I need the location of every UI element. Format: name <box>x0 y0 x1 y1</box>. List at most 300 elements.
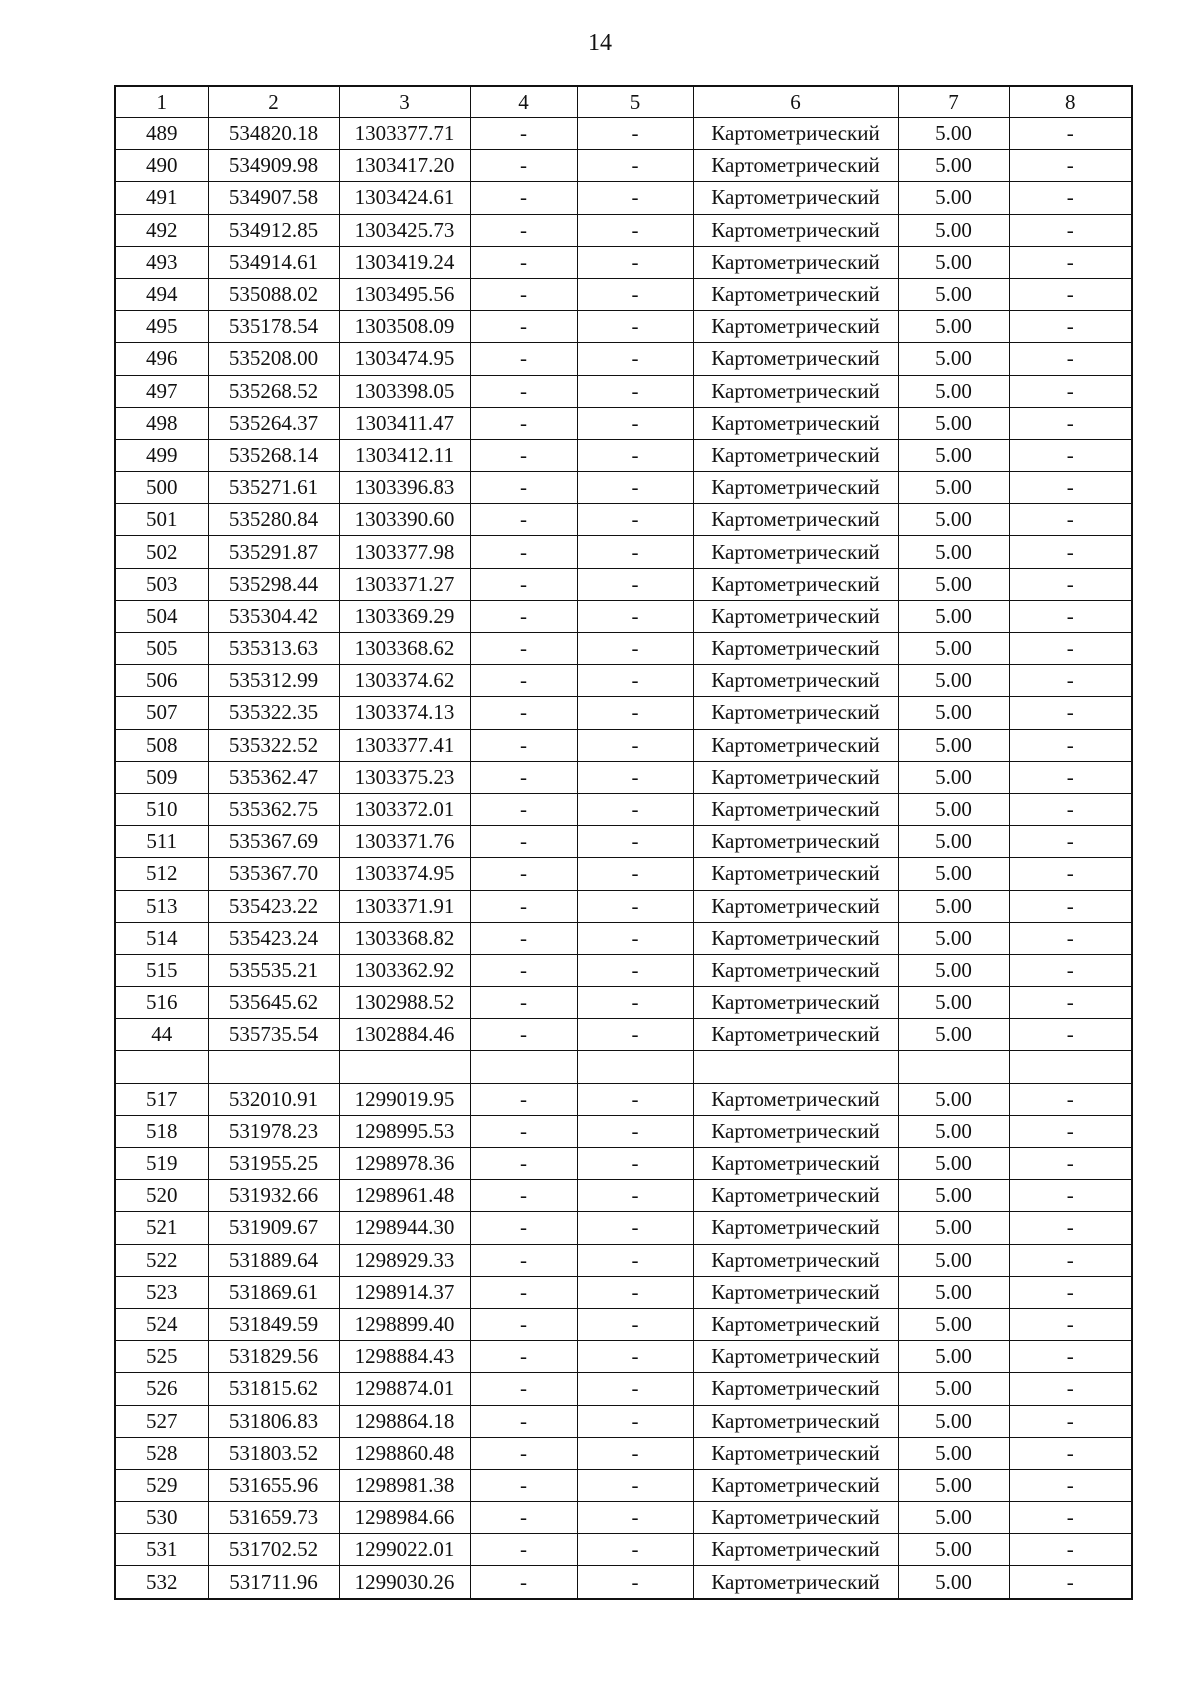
method-cell: Картометрический <box>693 1276 898 1308</box>
column-5-cell: - <box>577 1566 693 1599</box>
accuracy-cell: 5.00 <box>898 633 1009 665</box>
column-4-cell: - <box>470 954 577 986</box>
point-number-cell: 493 <box>115 246 208 278</box>
accuracy-cell: 5.00 <box>898 1115 1009 1147</box>
y-coordinate-cell: 1303374.62 <box>339 665 470 697</box>
y-coordinate-cell: 1303375.23 <box>339 761 470 793</box>
table-row <box>115 1437 1132 1469</box>
method-cell: Картометрический <box>693 697 898 729</box>
column-8-cell: - <box>1009 1244 1132 1276</box>
method-cell: Картометрический <box>693 1469 898 1501</box>
y-coordinate-cell: 1303425.73 <box>339 214 470 246</box>
x-coordinate-cell: 534912.85 <box>208 214 339 246</box>
table-row <box>115 150 1132 182</box>
column-8-cell: - <box>1009 890 1132 922</box>
method-cell: Картометрический <box>693 568 898 600</box>
method-cell: Картометрический <box>693 472 898 504</box>
y-coordinate-cell: 1303368.62 <box>339 633 470 665</box>
table-row <box>115 1051 1132 1083</box>
y-coordinate-cell: 1303424.61 <box>339 182 470 214</box>
column-8-cell: - <box>1009 278 1132 310</box>
table-row <box>115 1469 1132 1501</box>
point-number-cell: 523 <box>115 1276 208 1308</box>
column-4-cell: - <box>470 890 577 922</box>
accuracy-cell: 5.00 <box>898 375 1009 407</box>
accuracy-cell: 5.00 <box>898 439 1009 471</box>
column-4-cell: - <box>470 1083 577 1115</box>
method-cell: Картометрический <box>693 1405 898 1437</box>
point-number-cell: 497 <box>115 375 208 407</box>
point-number-cell: 500 <box>115 472 208 504</box>
accuracy-cell: 5.00 <box>898 472 1009 504</box>
column-8-cell: - <box>1009 182 1132 214</box>
accuracy-cell: 5.00 <box>898 1083 1009 1115</box>
column-8-cell: - <box>1009 922 1132 954</box>
column-5-cell: - <box>577 826 693 858</box>
column-5-cell: - <box>577 1405 693 1437</box>
column-5-cell: - <box>577 1083 693 1115</box>
column-8-cell: - <box>1009 150 1132 182</box>
x-coordinate-cell: 535268.14 <box>208 439 339 471</box>
column-5-cell: - <box>577 954 693 986</box>
x-coordinate-cell: 535362.47 <box>208 761 339 793</box>
accuracy-cell: 5.00 <box>898 1502 1009 1534</box>
table-row <box>115 729 1132 761</box>
column-header-3: 3 <box>339 86 470 118</box>
method-cell: Картометрический <box>693 118 898 150</box>
x-coordinate-cell: 535645.62 <box>208 987 339 1019</box>
point-number-cell: 505 <box>115 633 208 665</box>
accuracy-cell <box>898 1051 1009 1083</box>
point-number-cell: 509 <box>115 761 208 793</box>
column-4-cell: - <box>470 1244 577 1276</box>
column-4-cell: - <box>470 1308 577 1340</box>
column-4-cell: - <box>470 439 577 471</box>
method-cell: Картометрический <box>693 890 898 922</box>
y-coordinate-cell <box>339 1051 470 1083</box>
y-coordinate-cell: 1298978.36 <box>339 1148 470 1180</box>
point-number-cell: 514 <box>115 922 208 954</box>
column-5-cell: - <box>577 375 693 407</box>
column-5-cell: - <box>577 1212 693 1244</box>
method-cell <box>693 1051 898 1083</box>
method-cell: Картометрический <box>693 1566 898 1599</box>
column-8-cell: - <box>1009 1373 1132 1405</box>
column-5-cell: - <box>577 1180 693 1212</box>
accuracy-cell: 5.00 <box>898 1276 1009 1308</box>
accuracy-cell: 5.00 <box>898 697 1009 729</box>
y-coordinate-cell: 1303371.27 <box>339 568 470 600</box>
accuracy-cell: 5.00 <box>898 1373 1009 1405</box>
method-cell: Картометрический <box>693 1308 898 1340</box>
table-row <box>115 987 1132 1019</box>
column-5-cell: - <box>577 1115 693 1147</box>
x-coordinate-cell: 535088.02 <box>208 278 339 310</box>
y-coordinate-cell: 1298961.48 <box>339 1180 470 1212</box>
point-number-cell: 527 <box>115 1405 208 1437</box>
table-row <box>115 793 1132 825</box>
x-coordinate-cell: 531955.25 <box>208 1148 339 1180</box>
method-cell: Картометрический <box>693 1180 898 1212</box>
column-8-cell: - <box>1009 472 1132 504</box>
y-coordinate-cell: 1299019.95 <box>339 1083 470 1115</box>
column-8-cell: - <box>1009 1308 1132 1340</box>
column-4-cell: - <box>470 182 577 214</box>
column-5-cell: - <box>577 600 693 632</box>
accuracy-cell: 5.00 <box>898 858 1009 890</box>
column-4-cell: - <box>470 1566 577 1599</box>
point-number-cell: 519 <box>115 1148 208 1180</box>
y-coordinate-cell: 1299030.26 <box>339 1566 470 1599</box>
accuracy-cell: 5.00 <box>898 1148 1009 1180</box>
table-row <box>115 118 1132 150</box>
x-coordinate-cell: 534820.18 <box>208 118 339 150</box>
method-cell: Картометрический <box>693 439 898 471</box>
accuracy-cell: 5.00 <box>898 922 1009 954</box>
column-4-cell: - <box>470 1212 577 1244</box>
point-number-cell: 524 <box>115 1308 208 1340</box>
x-coordinate-cell: 531659.73 <box>208 1502 339 1534</box>
column-8-cell: - <box>1009 439 1132 471</box>
accuracy-cell: 5.00 <box>898 1308 1009 1340</box>
accuracy-cell: 5.00 <box>898 504 1009 536</box>
method-cell: Картометрический <box>693 278 898 310</box>
table-row <box>115 1405 1132 1437</box>
column-8-cell: - <box>1009 118 1132 150</box>
table-row <box>115 214 1132 246</box>
column-5-cell: - <box>577 182 693 214</box>
accuracy-cell: 5.00 <box>898 568 1009 600</box>
column-5-cell: - <box>577 1373 693 1405</box>
method-cell: Картометрический <box>693 311 898 343</box>
x-coordinate-cell <box>208 1051 339 1083</box>
x-coordinate-cell: 531655.96 <box>208 1469 339 1501</box>
method-cell: Картометрический <box>693 729 898 761</box>
column-header-2: 2 <box>208 86 339 118</box>
column-5-cell: - <box>577 1308 693 1340</box>
table-row <box>115 633 1132 665</box>
column-5-cell: - <box>577 633 693 665</box>
y-coordinate-cell: 1298874.01 <box>339 1373 470 1405</box>
x-coordinate-cell: 535264.37 <box>208 407 339 439</box>
column-8-cell: - <box>1009 214 1132 246</box>
table-row <box>115 1083 1132 1115</box>
method-cell: Картометрический <box>693 246 898 278</box>
column-8-cell: - <box>1009 826 1132 858</box>
table-row <box>115 1566 1132 1599</box>
y-coordinate-cell: 1303369.29 <box>339 600 470 632</box>
point-number-cell: 494 <box>115 278 208 310</box>
page-number: 14 <box>588 30 612 56</box>
column-5-cell: - <box>577 1469 693 1501</box>
y-coordinate-cell: 1303419.24 <box>339 246 470 278</box>
point-number-cell: 506 <box>115 665 208 697</box>
x-coordinate-cell: 534907.58 <box>208 182 339 214</box>
table-header-row <box>115 86 1132 118</box>
point-number-cell: 528 <box>115 1437 208 1469</box>
x-coordinate-cell: 535313.63 <box>208 633 339 665</box>
method-cell: Картометрический <box>693 536 898 568</box>
coordinates-table <box>114 85 1133 1600</box>
column-8-cell: - <box>1009 987 1132 1019</box>
column-4-cell: - <box>470 1405 577 1437</box>
table-row <box>115 1148 1132 1180</box>
table-row <box>115 1276 1132 1308</box>
y-coordinate-cell: 1298864.18 <box>339 1405 470 1437</box>
point-number-cell: 490 <box>115 150 208 182</box>
method-cell: Картометрический <box>693 1373 898 1405</box>
table-row <box>115 665 1132 697</box>
column-header-4: 4 <box>470 86 577 118</box>
x-coordinate-cell: 531909.67 <box>208 1212 339 1244</box>
accuracy-cell: 5.00 <box>898 826 1009 858</box>
y-coordinate-cell: 1298914.37 <box>339 1276 470 1308</box>
column-4-cell: - <box>470 922 577 954</box>
x-coordinate-cell: 534909.98 <box>208 150 339 182</box>
point-number-cell: 508 <box>115 729 208 761</box>
x-coordinate-cell: 531702.52 <box>208 1534 339 1566</box>
column-5-cell: - <box>577 793 693 825</box>
method-cell: Картометрический <box>693 1083 898 1115</box>
accuracy-cell: 5.00 <box>898 246 1009 278</box>
x-coordinate-cell: 535423.24 <box>208 922 339 954</box>
y-coordinate-cell: 1298899.40 <box>339 1308 470 1340</box>
accuracy-cell: 5.00 <box>898 665 1009 697</box>
method-cell: Картометрический <box>693 761 898 793</box>
column-4-cell: - <box>470 343 577 375</box>
y-coordinate-cell: 1298981.38 <box>339 1469 470 1501</box>
table-row <box>115 1115 1132 1147</box>
column-8-cell: - <box>1009 793 1132 825</box>
column-4-cell: - <box>470 665 577 697</box>
x-coordinate-cell: 535367.69 <box>208 826 339 858</box>
method-cell: Картометрический <box>693 1148 898 1180</box>
column-5-cell: - <box>577 1534 693 1566</box>
column-8-cell: - <box>1009 1341 1132 1373</box>
column-4-cell: - <box>470 1341 577 1373</box>
x-coordinate-cell: 535208.00 <box>208 343 339 375</box>
column-8-cell: - <box>1009 246 1132 278</box>
column-4-cell: - <box>470 536 577 568</box>
column-4-cell: - <box>470 150 577 182</box>
column-8-cell: - <box>1009 1566 1132 1599</box>
table-row <box>115 858 1132 890</box>
accuracy-cell: 5.00 <box>898 1405 1009 1437</box>
table-row <box>115 1019 1132 1051</box>
column-5-cell: - <box>577 729 693 761</box>
accuracy-cell: 5.00 <box>898 600 1009 632</box>
x-coordinate-cell: 535362.75 <box>208 793 339 825</box>
point-number-cell: 513 <box>115 890 208 922</box>
method-cell: Картометрический <box>693 1502 898 1534</box>
column-5-cell: - <box>577 1437 693 1469</box>
x-coordinate-cell: 535535.21 <box>208 954 339 986</box>
column-4-cell: - <box>470 697 577 729</box>
point-number-cell: 511 <box>115 826 208 858</box>
table-row <box>115 954 1132 986</box>
method-cell: Картометрический <box>693 214 898 246</box>
column-8-cell: - <box>1009 697 1132 729</box>
column-4-cell: - <box>470 407 577 439</box>
column-4-cell: - <box>470 1469 577 1501</box>
accuracy-cell: 5.00 <box>898 118 1009 150</box>
x-coordinate-cell: 531806.83 <box>208 1405 339 1437</box>
point-number-cell: 530 <box>115 1502 208 1534</box>
point-number-cell: 491 <box>115 182 208 214</box>
column-5-cell: - <box>577 665 693 697</box>
column-4-cell: - <box>470 118 577 150</box>
point-number-cell: 516 <box>115 987 208 1019</box>
column-5-cell: - <box>577 1341 693 1373</box>
accuracy-cell: 5.00 <box>898 987 1009 1019</box>
column-8-cell: - <box>1009 1019 1132 1051</box>
x-coordinate-cell: 535312.99 <box>208 665 339 697</box>
point-number-cell: 496 <box>115 343 208 375</box>
column-8-cell: - <box>1009 665 1132 697</box>
column-4-cell: - <box>470 793 577 825</box>
y-coordinate-cell: 1303411.47 <box>339 407 470 439</box>
column-5-cell: - <box>577 922 693 954</box>
column-8-cell: - <box>1009 1148 1132 1180</box>
accuracy-cell: 5.00 <box>898 150 1009 182</box>
table-row <box>115 697 1132 729</box>
method-cell: Картометрический <box>693 182 898 214</box>
column-4-cell: - <box>470 472 577 504</box>
table-row <box>115 504 1132 536</box>
accuracy-cell: 5.00 <box>898 278 1009 310</box>
x-coordinate-cell: 531869.61 <box>208 1276 339 1308</box>
point-number-cell: 489 <box>115 118 208 150</box>
y-coordinate-cell: 1303495.56 <box>339 278 470 310</box>
column-5-cell <box>577 1051 693 1083</box>
column-header-5: 5 <box>577 86 693 118</box>
y-coordinate-cell: 1303372.01 <box>339 793 470 825</box>
column-4-cell: - <box>470 729 577 761</box>
x-coordinate-cell: 535291.87 <box>208 536 339 568</box>
point-number-cell: 532 <box>115 1566 208 1599</box>
table-row <box>115 1212 1132 1244</box>
column-5-cell: - <box>577 568 693 600</box>
column-header-8: 8 <box>1009 86 1132 118</box>
method-cell: Картометрический <box>693 375 898 407</box>
accuracy-cell: 5.00 <box>898 954 1009 986</box>
y-coordinate-cell: 1303508.09 <box>339 311 470 343</box>
column-4-cell: - <box>470 214 577 246</box>
column-8-cell: - <box>1009 1534 1132 1566</box>
column-header-6: 6 <box>693 86 898 118</box>
x-coordinate-cell: 535280.84 <box>208 504 339 536</box>
column-4-cell: - <box>470 568 577 600</box>
table-row <box>115 1308 1132 1340</box>
table-row <box>115 1502 1132 1534</box>
x-coordinate-cell: 531932.66 <box>208 1180 339 1212</box>
accuracy-cell: 5.00 <box>898 1534 1009 1566</box>
accuracy-cell: 5.00 <box>898 214 1009 246</box>
x-coordinate-cell: 531829.56 <box>208 1341 339 1373</box>
column-5-cell: - <box>577 697 693 729</box>
x-coordinate-cell: 535735.54 <box>208 1019 339 1051</box>
accuracy-cell: 5.00 <box>898 1437 1009 1469</box>
x-coordinate-cell: 531803.52 <box>208 1437 339 1469</box>
y-coordinate-cell: 1303362.92 <box>339 954 470 986</box>
point-number-cell: 525 <box>115 1341 208 1373</box>
point-number-cell: 502 <box>115 536 208 568</box>
x-coordinate-cell: 535423.22 <box>208 890 339 922</box>
table-row <box>115 1534 1132 1566</box>
column-8-cell: - <box>1009 954 1132 986</box>
y-coordinate-cell: 1303374.95 <box>339 858 470 890</box>
accuracy-cell: 5.00 <box>898 1341 1009 1373</box>
accuracy-cell: 5.00 <box>898 1469 1009 1501</box>
table-body <box>115 118 1132 1599</box>
column-5-cell: - <box>577 246 693 278</box>
y-coordinate-cell: 1303396.83 <box>339 472 470 504</box>
point-number-cell: 520 <box>115 1180 208 1212</box>
table-row <box>115 1180 1132 1212</box>
accuracy-cell: 5.00 <box>898 729 1009 761</box>
column-5-cell: - <box>577 1276 693 1308</box>
column-5-cell: - <box>577 311 693 343</box>
y-coordinate-cell: 1303371.91 <box>339 890 470 922</box>
method-cell: Картометрический <box>693 150 898 182</box>
point-number-cell: 529 <box>115 1469 208 1501</box>
table-row <box>115 246 1132 278</box>
y-coordinate-cell: 1302988.52 <box>339 987 470 1019</box>
column-8-cell: - <box>1009 1083 1132 1115</box>
table-row <box>115 439 1132 471</box>
y-coordinate-cell: 1303398.05 <box>339 375 470 407</box>
x-coordinate-cell: 535304.42 <box>208 600 339 632</box>
y-coordinate-cell: 1303377.98 <box>339 536 470 568</box>
column-8-cell: - <box>1009 311 1132 343</box>
point-number-cell: 498 <box>115 407 208 439</box>
table-row <box>115 1341 1132 1373</box>
column-4-cell: - <box>470 1019 577 1051</box>
x-coordinate-cell: 535322.35 <box>208 697 339 729</box>
column-5-cell: - <box>577 439 693 471</box>
x-coordinate-cell: 535322.52 <box>208 729 339 761</box>
y-coordinate-cell: 1298860.48 <box>339 1437 470 1469</box>
column-4-cell: - <box>470 1534 577 1566</box>
table-row <box>115 311 1132 343</box>
column-8-cell: - <box>1009 1180 1132 1212</box>
column-5-cell: - <box>577 343 693 375</box>
table-row <box>115 536 1132 568</box>
method-cell: Картометрический <box>693 826 898 858</box>
method-cell: Картометрический <box>693 1019 898 1051</box>
column-4-cell: - <box>470 311 577 343</box>
column-8-cell: - <box>1009 343 1132 375</box>
method-cell: Картометрический <box>693 954 898 986</box>
method-cell: Картометрический <box>693 987 898 1019</box>
point-number-cell: 44 <box>115 1019 208 1051</box>
x-coordinate-cell: 531711.96 <box>208 1566 339 1599</box>
column-4-cell: - <box>470 1437 577 1469</box>
column-8-cell: - <box>1009 1502 1132 1534</box>
column-8-cell: - <box>1009 633 1132 665</box>
table-row <box>115 826 1132 858</box>
accuracy-cell: 5.00 <box>898 1566 1009 1599</box>
column-5-cell: - <box>577 150 693 182</box>
accuracy-cell: 5.00 <box>898 890 1009 922</box>
accuracy-cell: 5.00 <box>898 343 1009 375</box>
accuracy-cell: 5.00 <box>898 311 1009 343</box>
point-number-cell: 492 <box>115 214 208 246</box>
accuracy-cell: 5.00 <box>898 536 1009 568</box>
column-8-cell: - <box>1009 375 1132 407</box>
method-cell: Картометрический <box>693 343 898 375</box>
point-number-cell <box>115 1051 208 1083</box>
